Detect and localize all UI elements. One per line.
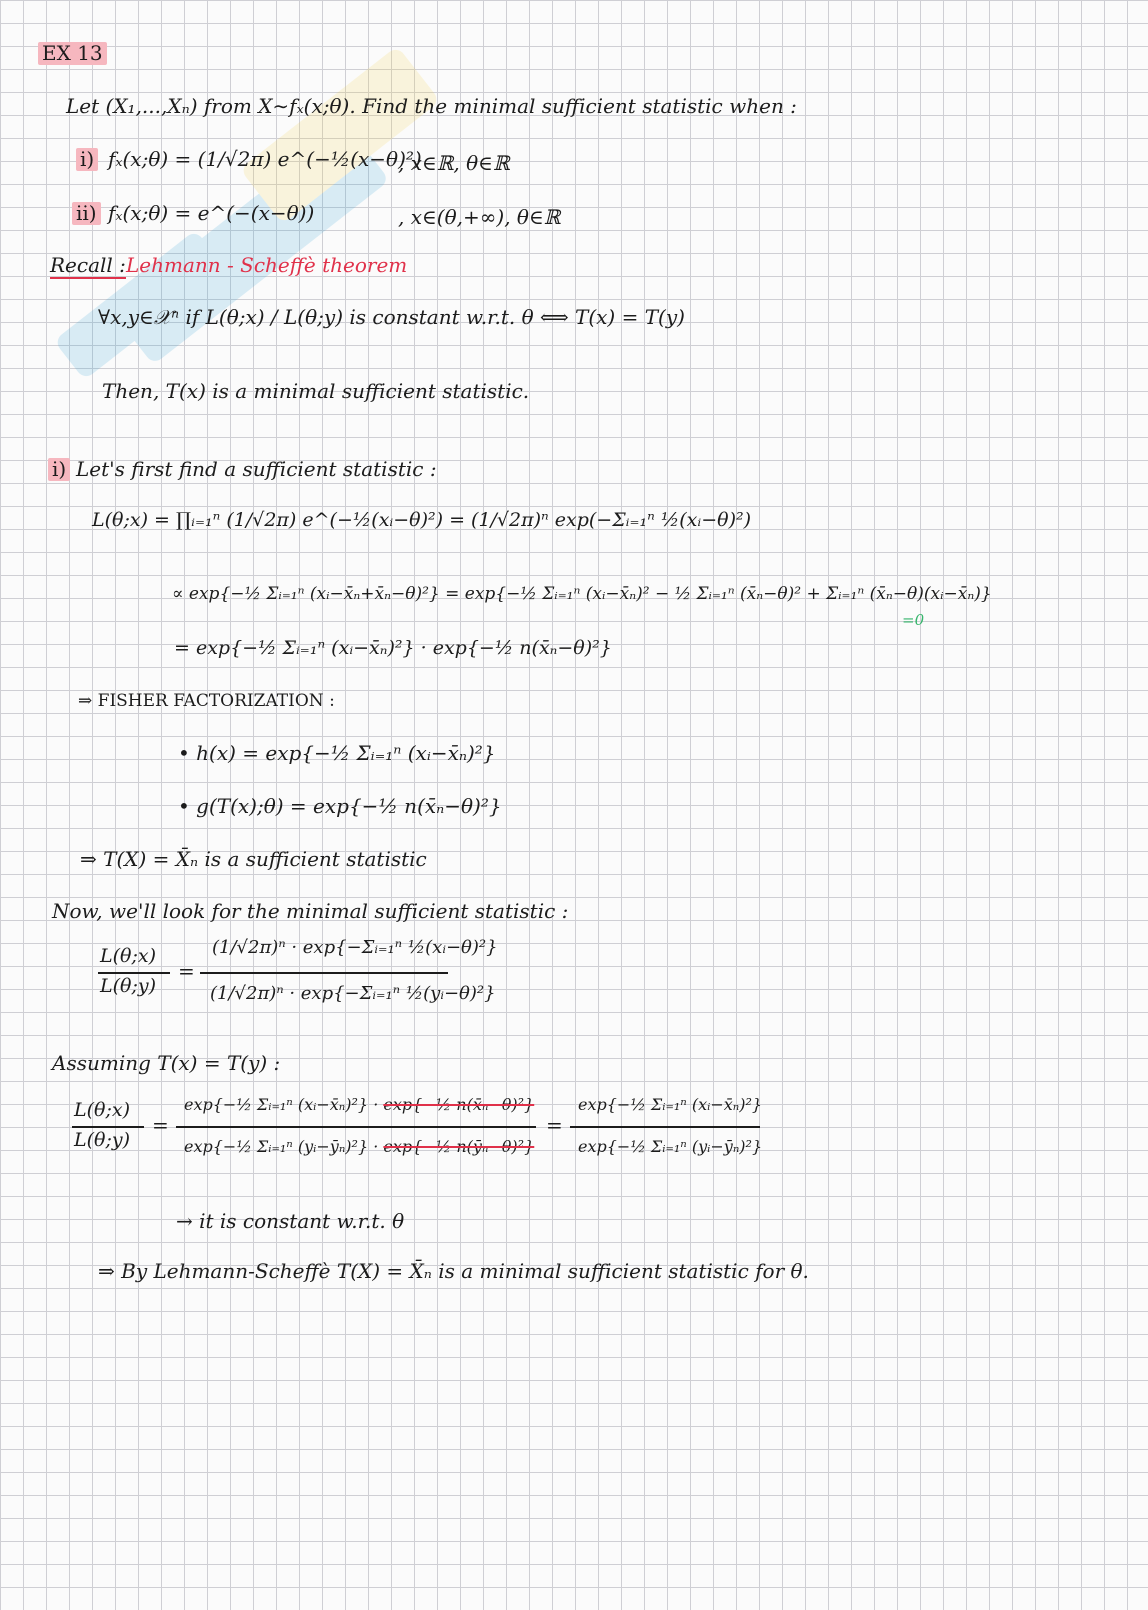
- ratio-numerator-rhs: (1/√2π)ⁿ · exp{−Σᵢ₌₁ⁿ ½(xᵢ−θ)²}: [212, 937, 498, 958]
- likelihood-equation: L(θ;x) = ∏ᵢ₌₁ⁿ (1/√2π) e^(−½(xᵢ−θ)²) = (1/√2π)ⁿ exp(−Σᵢ₌₁ⁿ ½(xᵢ−θ)²): [92, 509, 752, 531]
- h-function: • h(x) = exp{−½ Σᵢ₌₁ⁿ (xᵢ−x̄ₙ)²}: [178, 741, 496, 765]
- ratio-line-lhs: [98, 972, 170, 974]
- theorem-conclusion: Then, T(x) is a minimal sufficient statistic.: [102, 379, 530, 403]
- final-conclusion: ⇒ By Lehmann-Scheffè T(X) = X̄ₙ is a minimal sufficient statistic for θ.: [98, 1259, 809, 1283]
- likelihood-expansion: ∝ exp{−½ Σᵢ₌₁ⁿ (xᵢ−x̄ₙ+x̄ₙ−θ)²} = exp{−½ Σᵢ₌₁ⁿ (xᵢ−x̄ₙ)² − ½ Σᵢ₌₁ⁿ (x̄ₙ−θ)² + Σᵢ₌₁ⁿ (x̄ₙ−θ)(xᵢ−x̄ₙ)}: [172, 584, 992, 604]
- equals-sign: =: [178, 959, 195, 983]
- assume-lhs-denominator: L(θ;y): [74, 1129, 131, 1151]
- exercise-title: EX 13: [38, 42, 107, 65]
- theorem-statement: ∀x,y∈𝒳ⁿ if L(θ;x) / L(θ;y) is constant w.r.t. θ ⟺ T(x) = T(y): [98, 305, 685, 329]
- assume-right-denominator: exp{−½ Σᵢ₌₁ⁿ (yᵢ−ȳₙ)²}: [578, 1137, 763, 1156]
- fisher-factorization-heading: ⇒ FISHER FACTORIZATION :: [78, 691, 335, 711]
- case-i-density: fₓ(x;θ) = (1/√2π) e^(−½(x−θ)²): [108, 147, 422, 171]
- assume-lhs-line: [72, 1126, 144, 1128]
- assume-mid-denominator: [184, 1138, 534, 1156]
- part-i-heading: Let's first find a sufficient statistic :: [76, 457, 437, 481]
- g-function: • g(T(x);θ) = exp{−½ n(x̄ₙ−θ)²}: [178, 794, 502, 818]
- case-ii-label: ii): [72, 202, 101, 225]
- assume-mid-den-part-a: exp{−½ Σᵢ₌₁ⁿ (yᵢ−ȳₙ)²} ·: [184, 1137, 384, 1156]
- assume-right-line: [570, 1126, 760, 1128]
- assume-mid-num-part-a: exp{−½ Σᵢ₌₁ⁿ (xᵢ−x̄ₙ)²} ·: [184, 1095, 384, 1114]
- assuming-heading: Assuming T(x) = T(y) :: [52, 1051, 281, 1075]
- likelihood-factored: = exp{−½ Σᵢ₌₁ⁿ (xᵢ−x̄ₙ)²} · exp{−½ n(x̄ₙ−θ)²}: [174, 637, 612, 659]
- theorem-name: Lehmann - Scheffè theorem: [126, 253, 408, 277]
- ratio-numerator-lhs: L(θ;x): [100, 945, 156, 967]
- sufficient-statement: ⇒ T(X) = X̄ₙ is a sufficient statistic: [80, 847, 427, 871]
- assume-mid-den-part-b: exp{−½ n(ȳₙ−θ)²}: [383, 1137, 535, 1156]
- ratio-denominator-rhs: (1/√2π)ⁿ · exp{−Σᵢ₌₁ⁿ ½(yᵢ−θ)²}: [210, 983, 496, 1004]
- case-ii-domain: , x∈(θ,+∞), θ∈ℝ: [398, 205, 561, 229]
- recall-label: Recall :: [50, 253, 126, 277]
- case-ii-density: fₓ(x;θ) = e^(−(x−θ)): [108, 201, 315, 225]
- ratio-denominator-lhs: L(θ;y): [100, 975, 157, 997]
- assume-mid-num-part-b: exp{−½ n(x̄ₙ−θ)²}: [383, 1095, 535, 1114]
- problem-statement: Let (X₁,...,Xₙ) from X∼fₓ(x;θ). Find the minimal sufficient statistic when :: [66, 94, 797, 118]
- equals-sign: =: [546, 1113, 563, 1137]
- assume-right-numerator: exp{−½ Σᵢ₌₁ⁿ (xᵢ−x̄ₙ)²}: [578, 1095, 763, 1114]
- part-i-label: i): [48, 458, 70, 481]
- case-i-label: i): [76, 148, 98, 171]
- assume-mid-line: [176, 1126, 536, 1128]
- case-i-domain: , x∈ℝ, θ∈ℝ: [398, 151, 510, 175]
- assume-lhs-numerator: L(θ;x): [74, 1099, 130, 1121]
- equals-sign: =: [152, 1113, 169, 1137]
- constant-statement: → it is constant w.r.t. θ: [176, 1209, 405, 1233]
- cross-term-note: =0: [902, 611, 925, 629]
- ratio-line-rhs: [200, 972, 448, 974]
- minimal-heading: Now, we'll look for the minimal sufficient statistic :: [52, 899, 569, 923]
- assume-mid-numerator: [184, 1096, 534, 1114]
